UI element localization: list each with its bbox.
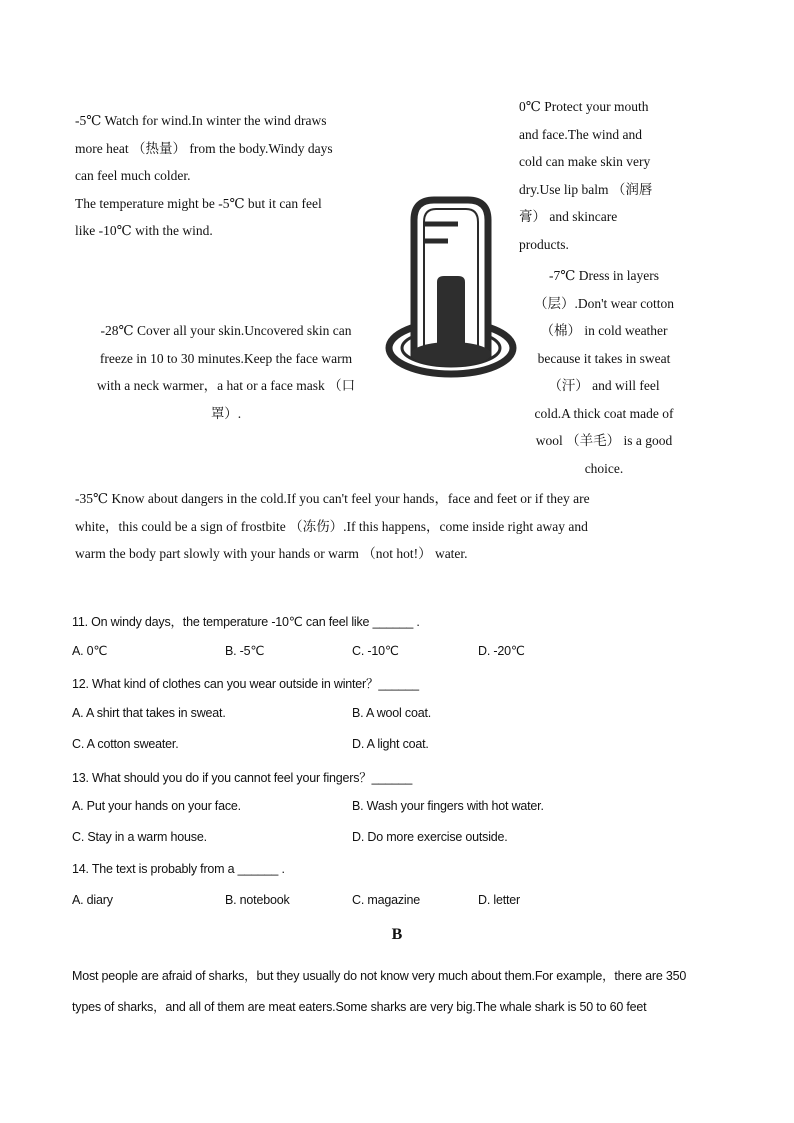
question-12-stem: 12. What kind of clothes can you wear outside in winter？______ bbox=[72, 677, 419, 691]
thermometer-icon bbox=[384, 190, 518, 386]
q12-option-a: A. A shirt that takes in sweat. bbox=[72, 706, 226, 720]
tip-minus5-line: can feel much colder. bbox=[75, 168, 191, 183]
q13-option-a: A. Put your hands on your face. bbox=[72, 799, 241, 813]
q12-option-d: D. A light coat. bbox=[352, 737, 429, 751]
q13-option-d: D. Do more exercise outside. bbox=[352, 830, 508, 844]
q13-option-b: B. Wash your fingers with hot water. bbox=[352, 799, 544, 813]
q14-option-c: C. magazine bbox=[352, 893, 420, 907]
tip-zero-line: dry.Use lip balm （润唇 bbox=[519, 181, 653, 197]
tip-minus5-line: like -10℃ with the wind. bbox=[75, 223, 213, 238]
tip-minus28-line: 罩）. bbox=[210, 405, 242, 421]
tip-minus7 bbox=[517, 262, 691, 482]
q14-option-a: A. diary bbox=[72, 893, 113, 907]
tip-minus35-line: -35℃ Know about dangers in the cold.If you can't feel your hands，face and feet or if they are bbox=[75, 491, 590, 506]
tip-minus5-line: The temperature might be -5℃ but it can feel bbox=[75, 195, 322, 211]
tip-minus28 bbox=[73, 317, 379, 427]
q12-option-c: C. A cotton sweater. bbox=[72, 737, 179, 751]
tip-zero-line: 0℃ Protect your mouth bbox=[519, 99, 649, 114]
tip-minus7-line: -7℃ Dress in layers bbox=[549, 268, 659, 283]
section-b-line: types of sharks，and all of them are meat eaters.Some sharks are very big.The whale shark is 50 to 60 feet bbox=[72, 1000, 647, 1014]
tip-minus7-line: （汗） and will feel bbox=[548, 378, 660, 393]
tip-minus7-line: （层）.Don't wear cotton bbox=[533, 295, 675, 311]
tip-minus7-line: （棉） in cold weather bbox=[540, 323, 668, 338]
q12-option-b: B. A wool coat. bbox=[352, 706, 431, 720]
q11-option-a: A. 0℃ bbox=[72, 644, 108, 658]
tip-minus7-line: wool （羊毛） is a good bbox=[535, 433, 673, 448]
q13-option-c: C. Stay in a warm house. bbox=[72, 830, 207, 844]
tip-minus35 bbox=[75, 485, 679, 568]
tip-minus28-line: -28℃ Cover all your skin.Uncovered skin can bbox=[100, 323, 352, 338]
tip-minus7-line: choice. bbox=[584, 460, 624, 476]
tip-minus7-line: cold.A thick coat made of bbox=[534, 405, 674, 421]
tip-zero-line: cold can make skin very bbox=[519, 154, 651, 169]
tip-minus5-line: more heat （热量） from the body.Windy days bbox=[75, 140, 333, 156]
tip-zero-line: and face.The wind and bbox=[519, 126, 642, 142]
section-b-heading: B bbox=[391, 926, 403, 943]
q14-option-b: B. notebook bbox=[225, 893, 290, 907]
tip-minus28-line: freeze in 10 to 30 minutes.Keep the face warm bbox=[99, 350, 353, 366]
tip-minus35-line: white，this could be a sign of frostbite （冻伤）.If this happens，come inside right away and bbox=[75, 518, 588, 534]
tip-minus5-line: -5℃ Watch for wind.In winter the wind draws bbox=[75, 113, 327, 128]
q11-option-c: C. -10℃ bbox=[352, 644, 399, 658]
q11-option-d: D. -20℃ bbox=[478, 644, 525, 658]
tip-zero-line: 膏） and skincare bbox=[519, 209, 618, 224]
question-13-stem: 13. What should you do if you cannot feel your fingers？______ bbox=[72, 771, 413, 785]
tip-minus35-line: warm the body part slowly with your hands or warm （not hot!） water. bbox=[75, 546, 468, 561]
tip-minus7-line: because it takes in sweat bbox=[537, 350, 671, 366]
question-14-stem: 14. The text is probably from a ______ . bbox=[72, 862, 285, 876]
tip-zero bbox=[519, 93, 689, 258]
q14-option-d: D. letter bbox=[478, 893, 520, 907]
q11-option-b: B. -5℃ bbox=[225, 644, 265, 658]
tip-minus5 bbox=[75, 107, 371, 245]
question-11-stem: 11. On windy days，the temperature -10℃ can feel like ______ . bbox=[72, 615, 420, 629]
tip-minus28-line: with a neck warmer，a hat or a face mask （口 bbox=[96, 378, 356, 393]
section-b-line: Most people are afraid of sharks，but they usually do not know very much about them.For example，there are 350 bbox=[72, 969, 687, 983]
tip-zero-line: products. bbox=[519, 236, 569, 252]
